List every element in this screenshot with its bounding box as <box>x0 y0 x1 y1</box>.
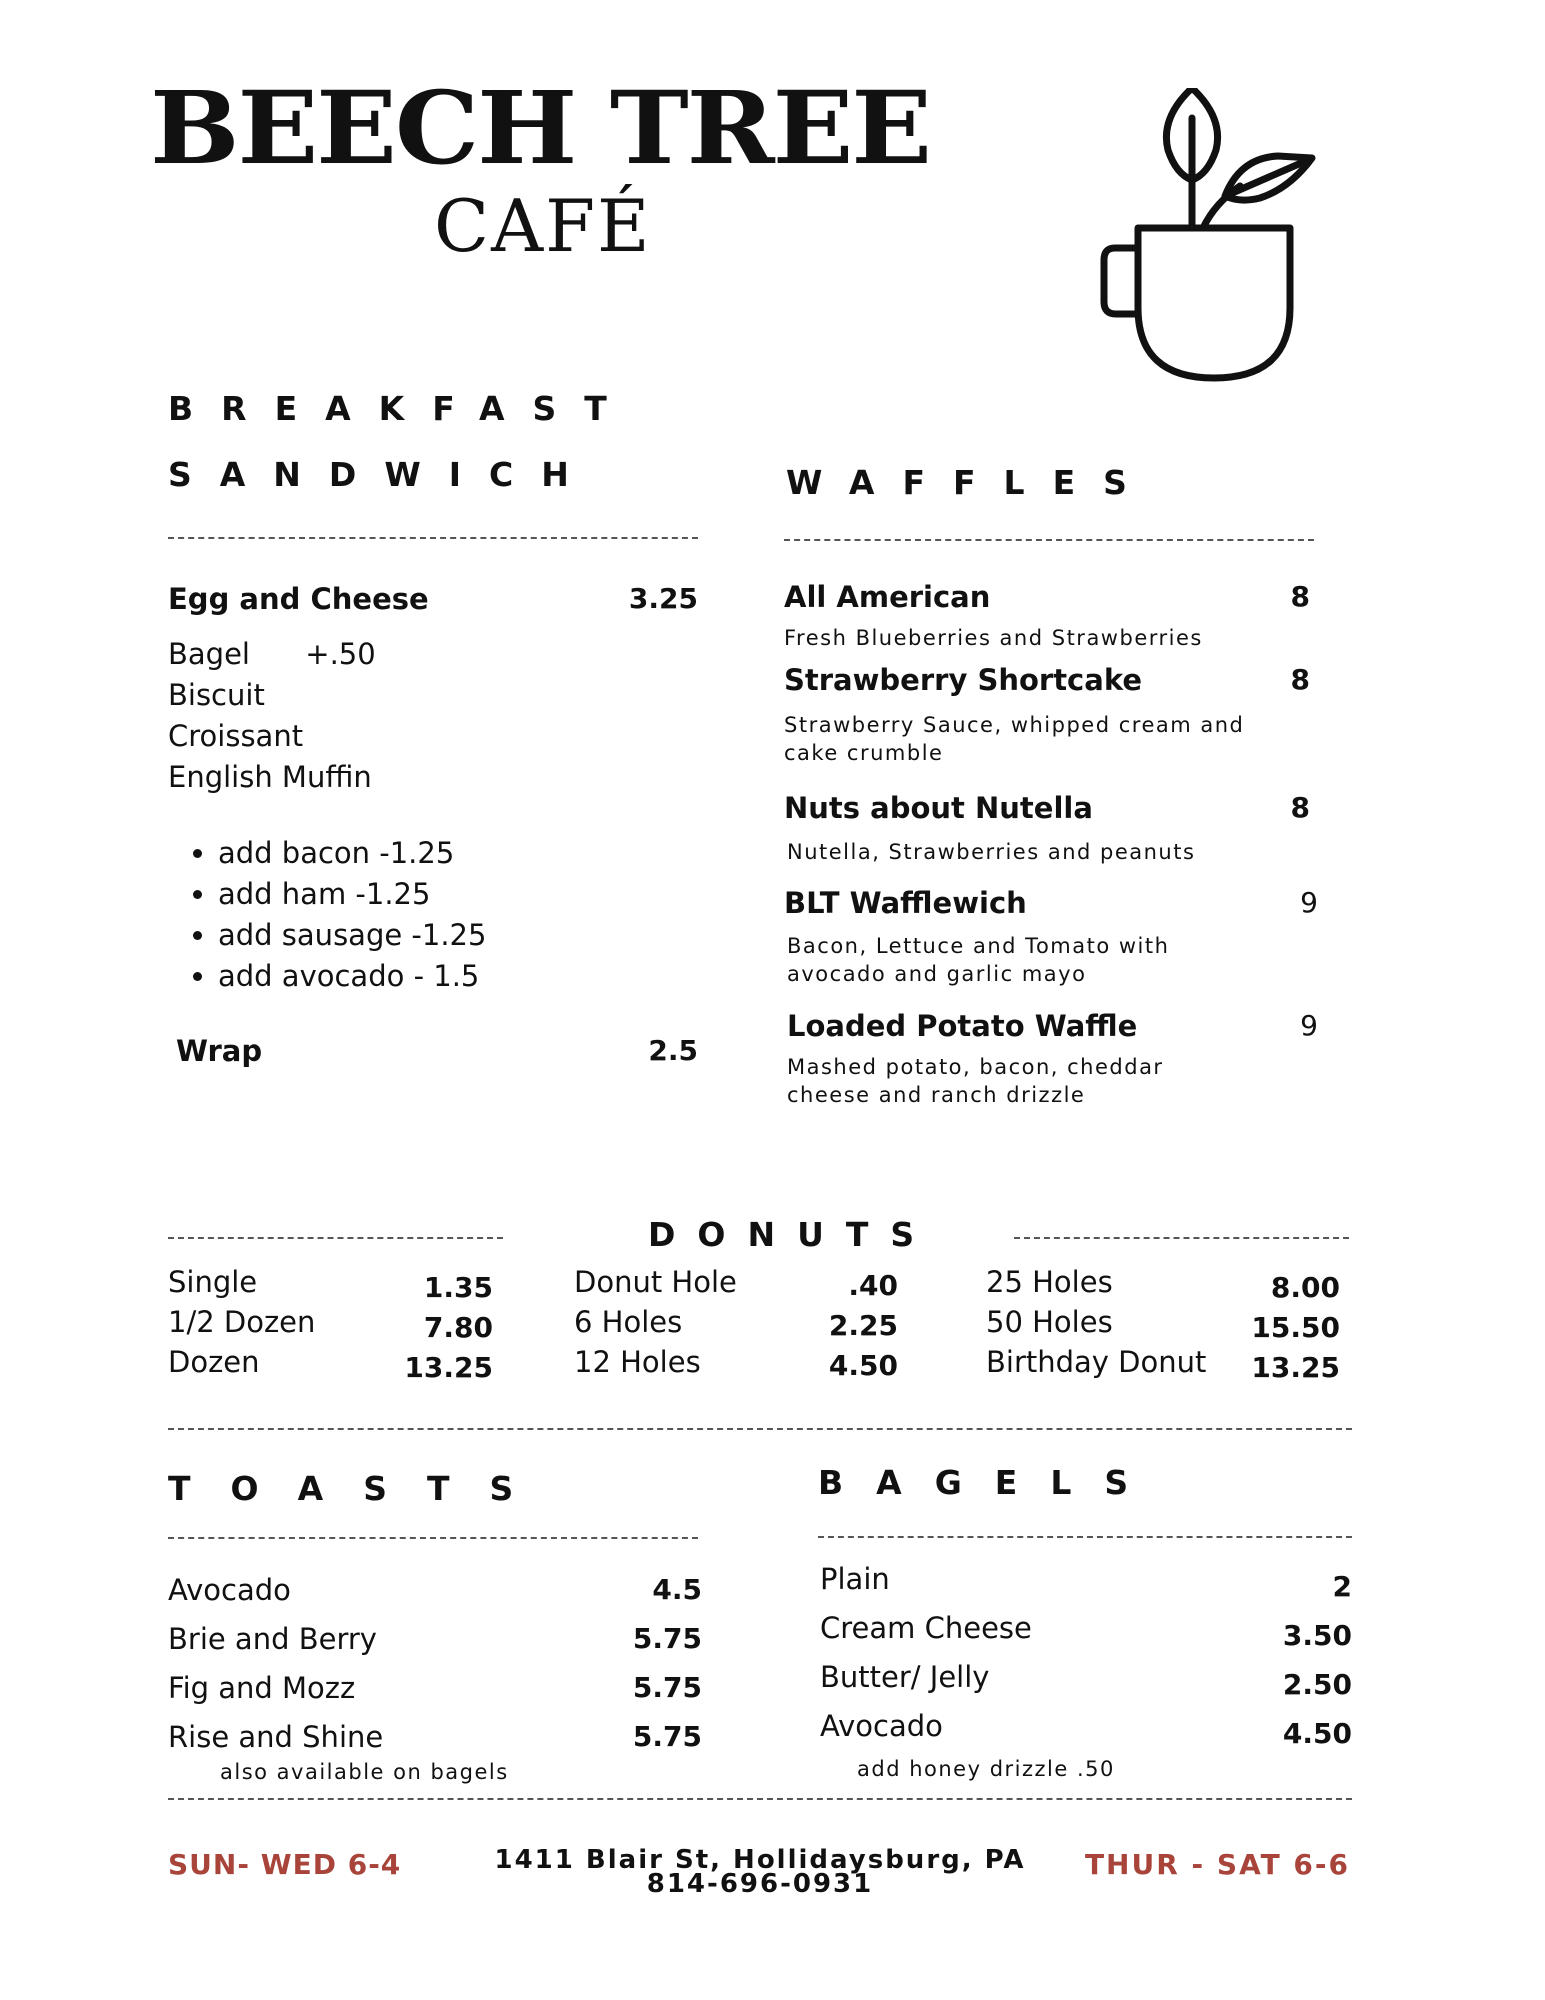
waffle-desc: Nutella, Strawberries and peanuts <box>787 840 1196 864</box>
list-item <box>820 1709 1352 1761</box>
list-item <box>168 1305 493 1348</box>
list-item <box>168 1671 702 1723</box>
toast-price: 5.75 <box>632 1622 702 1655</box>
divider <box>168 1237 503 1239</box>
donut-name: 25 Holes <box>986 1265 1113 1299</box>
donut-column <box>986 1265 1340 1388</box>
donut-name: Dozen <box>168 1345 260 1379</box>
waffle-desc: Bacon, Lettuce and Tomato with avocado and garlic mayo <box>787 934 1170 986</box>
waffle-price: 8 <box>1290 791 1310 824</box>
cafe-subtitle: CAFÉ <box>434 184 652 268</box>
waffles-heading: WAFFLES <box>786 463 1155 502</box>
bagel-price: 2 <box>1332 1570 1352 1603</box>
list-item <box>820 1611 1352 1663</box>
toast-price: 4.5 <box>652 1573 702 1606</box>
address: 1411 Blair St, Hollidaysburg, PA <box>494 1845 1026 1875</box>
waffle-desc: Mashed potato, bacon, cheddar cheese and ranch drizzle <box>787 1055 1164 1107</box>
list-item <box>820 1660 1352 1712</box>
list-item: English Muffin <box>168 760 372 794</box>
donut-price: 13.25 <box>404 1351 493 1384</box>
donut-name: Birthday Donut <box>986 1345 1207 1379</box>
cafe-title: BEECH TREE <box>150 69 930 187</box>
donut-price: 8.00 <box>1270 1271 1340 1304</box>
list-item: • add sausage -1.25 <box>218 915 486 956</box>
list-item <box>986 1345 1340 1388</box>
list-item <box>574 1265 898 1308</box>
toast-name: Fig and Mozz <box>168 1671 356 1705</box>
donut-name: Single <box>168 1265 258 1299</box>
donut-name: 50 Holes <box>986 1305 1113 1339</box>
egg-cheese-name: Egg and Cheese <box>168 582 429 616</box>
phone: 814-696-0931 <box>646 1869 874 1899</box>
bagel-name: Butter/ Jelly <box>820 1660 990 1694</box>
list-item: Bagel +.50 <box>168 637 376 671</box>
donut-price: 4.50 <box>828 1349 898 1382</box>
list-item <box>820 1562 1352 1614</box>
bagel-name: Cream Cheese <box>820 1611 1032 1645</box>
divider <box>818 1536 1352 1538</box>
donut-name: 12 Holes <box>574 1345 701 1379</box>
donut-price: 13.25 <box>1251 1351 1340 1384</box>
toast-price: 5.75 <box>632 1720 702 1753</box>
donut-price: 2.25 <box>828 1309 898 1342</box>
divider <box>168 1428 1352 1430</box>
donut-price: 7.80 <box>423 1311 493 1344</box>
divider <box>1014 1237 1349 1239</box>
wrap-name: Wrap <box>176 1034 263 1068</box>
waffle-desc: Fresh Blueberries and Strawberries <box>784 626 1203 650</box>
bagels-note: add honey drizzle .50 <box>857 1757 1115 1781</box>
waffle-name: All American <box>784 580 991 614</box>
toasts-list <box>168 1573 702 1772</box>
donut-name: 6 Holes <box>574 1305 683 1339</box>
bagel-name: Avocado <box>820 1709 943 1743</box>
donut-price: 1.35 <box>423 1271 493 1304</box>
list-item <box>168 1573 702 1625</box>
toast-name: Rise and Shine <box>168 1720 384 1754</box>
toasts-note: also available on bagels <box>220 1760 509 1784</box>
list-item: Croissant <box>168 719 304 753</box>
cup-with-leaves-icon <box>1080 88 1330 398</box>
waffle-name: Strawberry Shortcake <box>784 663 1142 697</box>
address-block <box>480 1845 1040 1899</box>
donut-column <box>574 1265 898 1388</box>
donut-name: 1/2 Dozen <box>168 1305 316 1339</box>
waffle-price: 9 <box>1300 886 1318 919</box>
bagel-price: 4.50 <box>1282 1717 1352 1750</box>
bagel-name: Plain <box>820 1562 890 1596</box>
bagel-price: 3.50 <box>1282 1619 1352 1652</box>
breakfast-heading-line1: BREAKFAST <box>168 389 635 428</box>
waffle-price: 9 <box>1300 1009 1318 1042</box>
waffle-name: Nuts about Nutella <box>784 791 1093 825</box>
hours-thur-sat: THUR - SAT 6-6 <box>1084 1848 1350 1881</box>
divider <box>168 537 698 539</box>
donut-price: 15.50 <box>1251 1311 1340 1344</box>
list-item <box>986 1305 1340 1348</box>
list-item <box>168 1622 702 1674</box>
list-item <box>986 1265 1340 1308</box>
divider <box>168 1798 1352 1800</box>
list-item: • add avocado - 1.5 <box>218 956 486 997</box>
bagels-list <box>820 1562 1352 1761</box>
wrap-price: 2.5 <box>648 1034 698 1067</box>
list-item <box>168 1265 493 1308</box>
list-item <box>574 1305 898 1348</box>
hours-sun-wed: SUN- WED 6-4 <box>168 1848 402 1881</box>
divider <box>784 539 1314 541</box>
toast-name: Avocado <box>168 1573 291 1607</box>
waffle-desc: Strawberry Sauce, whipped cream and cake crumble <box>784 713 1245 765</box>
toast-name: Brie and Berry <box>168 1622 377 1656</box>
bagels-heading: BAGELS <box>818 1463 1162 1502</box>
list-item: • add bacon -1.25 <box>218 833 486 874</box>
list-item <box>168 1345 493 1388</box>
breakfast-heading-line2: SANDWICH <box>168 455 597 494</box>
donuts-heading: DONUTS <box>648 1215 937 1254</box>
bread-options-list <box>168 634 376 798</box>
egg-cheese-price: 3.25 <box>628 582 698 615</box>
waffle-name: Loaded Potato Waffle <box>787 1009 1138 1043</box>
toasts-heading: TOASTS <box>168 1469 554 1508</box>
addons-list <box>168 833 486 997</box>
divider <box>168 1537 698 1539</box>
donut-name: Donut Hole <box>574 1265 737 1299</box>
toast-price: 5.75 <box>632 1671 702 1704</box>
waffle-name: BLT Wafflewich <box>784 886 1027 920</box>
list-item: Biscuit <box>168 678 265 712</box>
donut-price: .40 <box>848 1269 898 1302</box>
donut-column <box>168 1265 493 1388</box>
waffle-price: 8 <box>1290 663 1310 696</box>
waffle-price: 8 <box>1290 580 1310 613</box>
list-item <box>574 1345 898 1388</box>
list-item: • add ham -1.25 <box>218 874 486 915</box>
bagel-price: 2.50 <box>1282 1668 1352 1701</box>
